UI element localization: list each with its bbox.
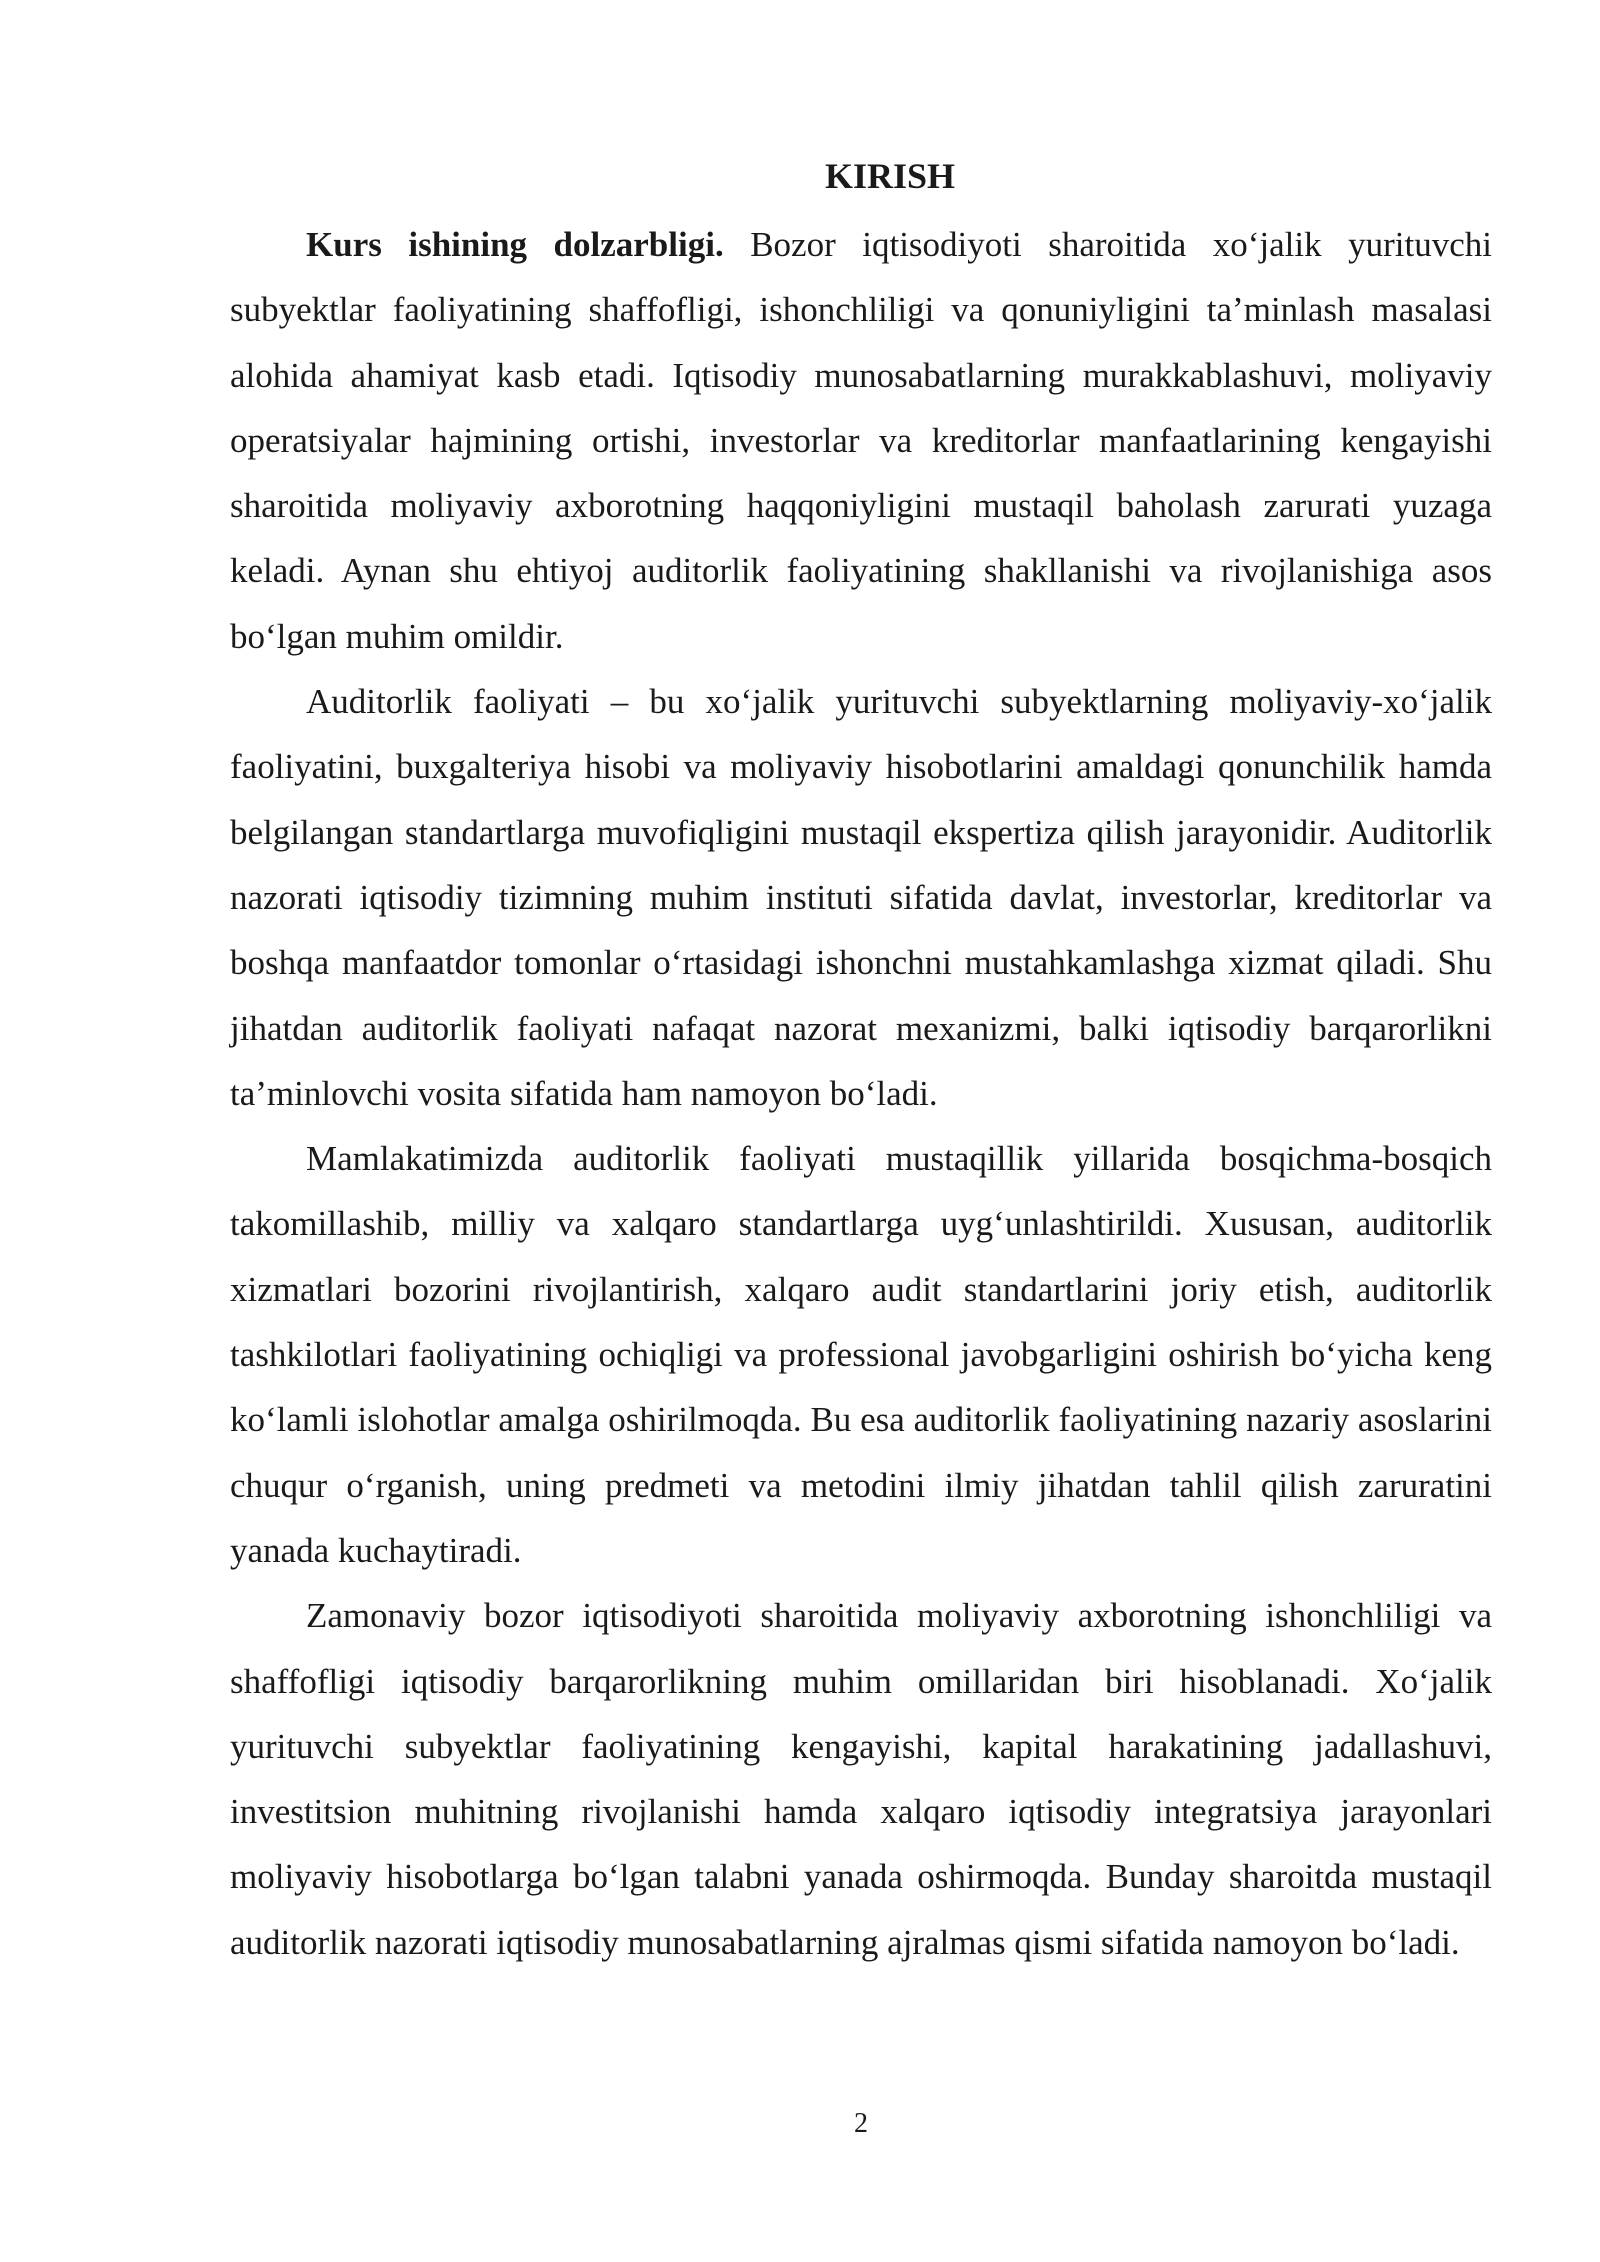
page-number: 2 bbox=[854, 2108, 868, 2139]
paragraph-2 bbox=[230, 669, 1492, 1126]
paragraph-text: Zamonaviy bozor iqtisodiyoti sharoitida moliyaviy axborotning ishonchliligi va shaffofligi iqtisodiy barqarorlikning muhim omillaridan biri hisoblanadi. Xo‘jalik yurituvchi subyektlar faoliyatining kengayishi, kapital harakatining jadallashuvi, investitsion muhitning rivojlanishi hamda xalqaro iqtisodiy integratsiya jarayonlari moliyaviy hisobotlarga bo‘lgan talabni yanada oshirmoqda. Bunday sharoitda mustaqil auditorlik nazorati iqtisodiy munosabatlarning ajralmas qismi sifatida namoyon bo‘ladi. bbox=[230, 1596, 1492, 1962]
paragraph-text: Auditorlik faoliyati – bu xo‘jalik yurituvchi subyektlarning moliyaviy-xo‘jalik faoliyatini, buxgalteriya hisobi va moliyaviy hisobotlarini amaldagi qonunchilik hamda belgilangan standartlarga muvofiqligini mustaqil ekspertiza qilish jarayonidir. Auditorlik nazorati iqtisodiy tizimning muhim instituti sifatida davlat, investorlar, kreditorlar va boshqa manfaatdor tomonlar o‘rtasidagi ishonchni mustahkamlashga xizmat qiladi. Shu jihatdan auditorlik faoliyati nafaqat nazorat mexanizmi, balki iqtisodiy barqarorlikni ta’minlovchi vosita sifatida ham namoyon bo‘ladi. bbox=[230, 682, 1492, 1113]
paragraph-lead: Kurs ishining dolzarbligi. bbox=[306, 225, 724, 264]
paragraph-4 bbox=[230, 1583, 1492, 1975]
section-heading: KIRISH bbox=[824, 156, 956, 196]
paragraph-3 bbox=[230, 1126, 1492, 1583]
page-body bbox=[230, 148, 1492, 1975]
paragraph-1 bbox=[230, 212, 1492, 669]
paragraph-text: Mamlakatimizda auditorlik faoliyati mustaqillik yillarida bosqichma-bosqich takomillashib, milliy va xalqaro standartlarga uyg‘unlashtirildi. Xususan, auditorlik xizmatlari bozorini rivojlantirish, xalqaro audit standartlarini joriy etish, auditorlik tashkilotlari faoliyatining ochiqligi va professional javobgarligini oshirish bo‘yicha keng ko‘lamli islohotlar amalga oshirilmoqda. Bu esa auditorlik faoliyatining nazariy asoslarini chuqur o‘rganish, uning predmeti va metodini ilmiy jihatdan tahlil qilish zaruratini yanada kuchaytiradi. bbox=[230, 1139, 1492, 1570]
paragraph-text: Bozor iqtisodiyoti sharoitida xo‘jalik yurituvchi subyektlar faoliyatining shaffofligi, ishonchliligi va qonuniyligini ta’minlash masalasi alohida ahamiyat kasb etadi. Iqtisodiy munosabatlarning murakkablashuvi, moliyaviy operatsiyalar hajmining ortishi, investorlar va kreditorlar manfaatlarining kengayishi sharoitida moliyaviy axborotning haqqoniyligini mustaqil baholash zarurati yuzaga keladi. Aynan shu ehtiyoj auditorlik faoliyatining shakllanishi va rivojlanishiga asos bo‘lgan muhim omildir. bbox=[230, 225, 1492, 656]
